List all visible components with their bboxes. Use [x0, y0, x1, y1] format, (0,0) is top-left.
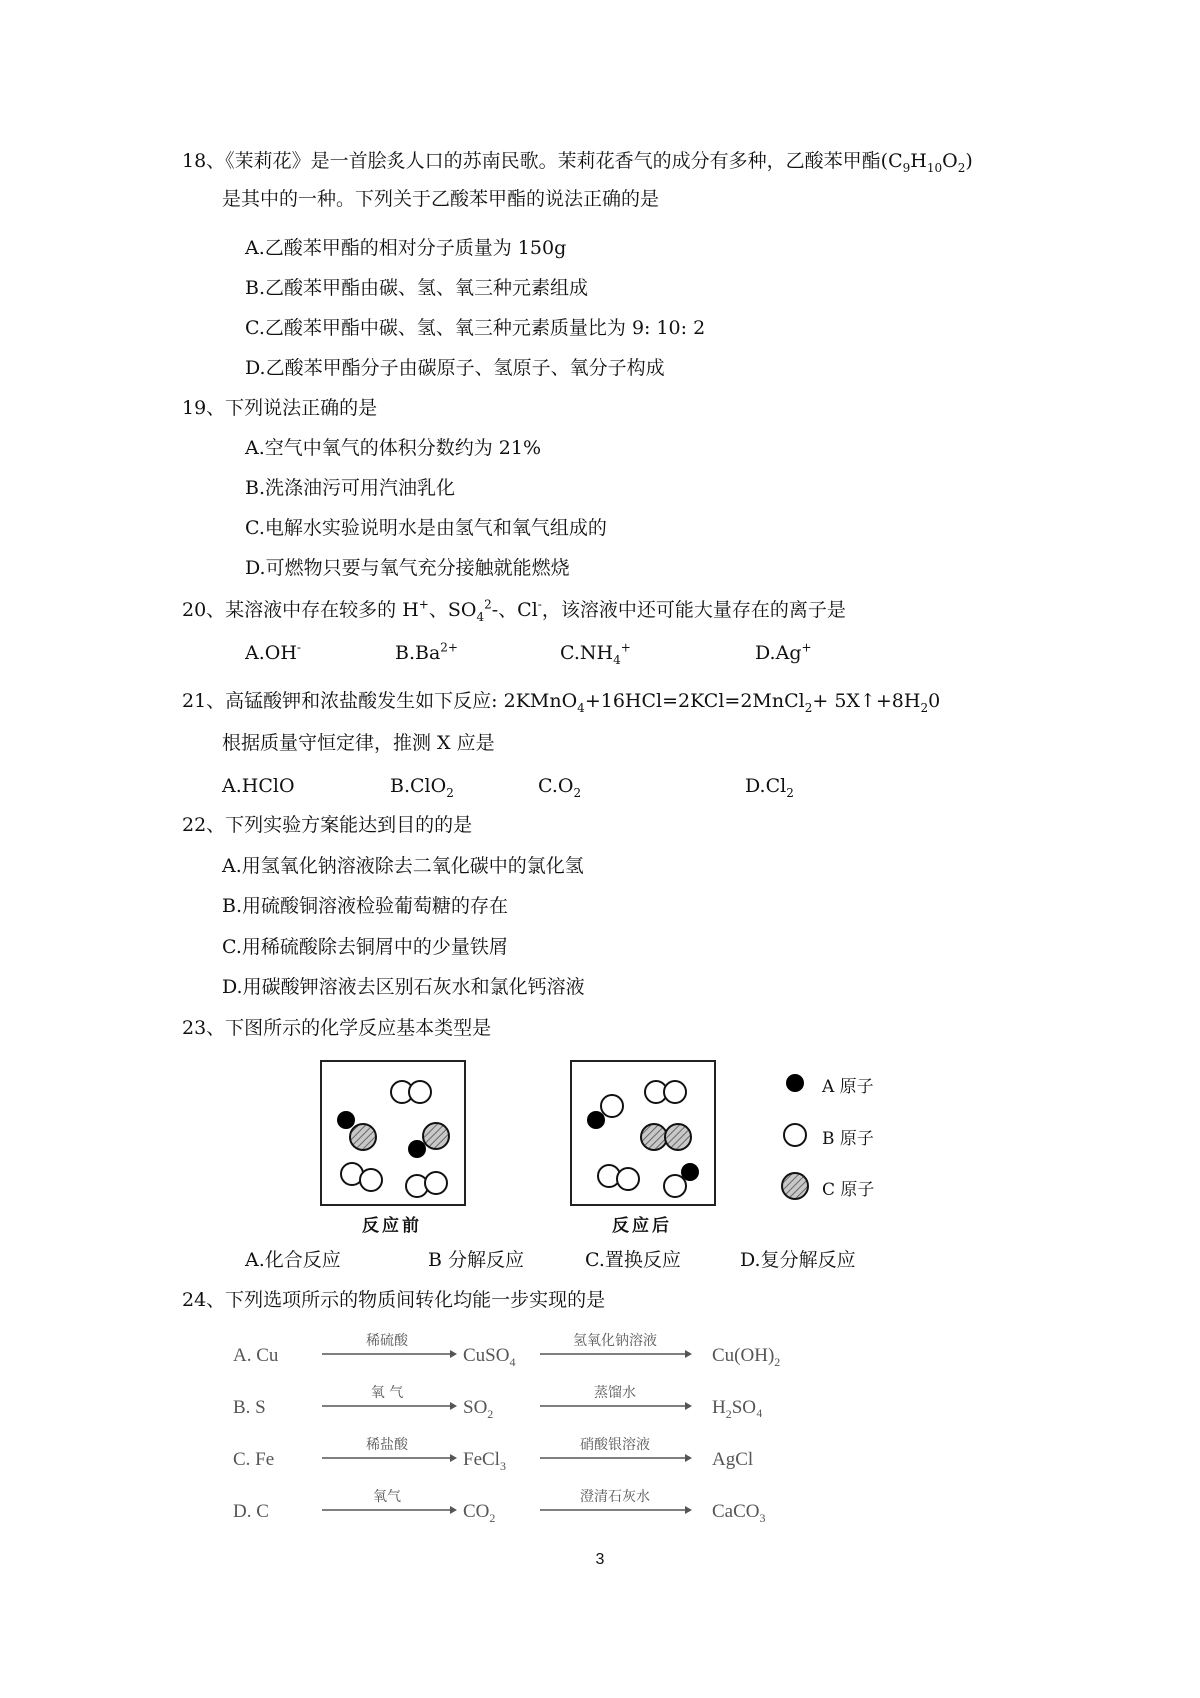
q18-stem-line1: 18、《茉莉花》是一首脍炙人口的苏南民歌。茉莉花香气的成分有多种，乙酸苯甲酯$(C_9H_{10}O_2)$	[182, 150, 973, 175]
diagram-before-box	[320, 1060, 466, 1206]
arrow-icon	[540, 1348, 692, 1360]
q18-stem-line2: 是其中的一种。下列关于乙酸苯甲酯的说法正确的是	[222, 188, 660, 210]
legend-a-label: A 原子	[822, 1077, 874, 1097]
q21-stem-line2: 根据质量守恒定律，推测 X 应是	[222, 732, 495, 754]
b-atom	[360, 1169, 382, 1191]
q19-option-b: B.洗涤油污可用汽油乳化	[245, 477, 456, 499]
after-caption: 反应后	[612, 1216, 672, 1236]
legend-b-label: B 原子	[822, 1129, 874, 1149]
q19-option-c: C.电解水实验说明水是由氢气和氧气组成的	[245, 517, 607, 539]
c-atom	[423, 1123, 449, 1149]
q21-option-a: A.HClO	[222, 775, 295, 797]
row-end: $Cu(OH)_2$	[712, 1345, 781, 1369]
q23-option-c: C.置换反应	[585, 1249, 681, 1271]
q24-stem: 24、下列选项所示的物质间转化均能一步实现的是	[182, 1289, 606, 1311]
reagent-2: 澄清石灰水	[580, 1489, 650, 1505]
q22-option-b: B.用硫酸铜溶液检验葡萄糖的存在	[222, 895, 509, 917]
q23-option-b: B 分解反应	[428, 1249, 525, 1271]
c-atom	[665, 1124, 691, 1150]
reagent-2: 硝酸银溶液	[580, 1437, 650, 1453]
page-number: 3	[595, 1551, 605, 1568]
arrow-icon	[322, 1504, 457, 1516]
q21-stem: 21、高锰酸钾和浓盐酸发生如下反应: 2KMnO$_4$+16HCl=2KCl=2MnCl$_2$+ $5X↑+8H_20$	[182, 690, 941, 715]
arrow-icon	[322, 1400, 457, 1412]
before-molecules	[322, 1062, 464, 1204]
q23-option-d: D.复分解反应	[740, 1249, 856, 1271]
row-mid: $CO_2$	[463, 1501, 496, 1525]
reagent-1: 稀硫酸	[366, 1333, 408, 1349]
q23-option-a: A.化合反应	[245, 1249, 341, 1271]
q19-option-d: D.可燃物只要与氧气充分接触就能燃烧	[245, 557, 570, 579]
q22-stem: 22、下列实验方案能达到目的的是	[182, 814, 473, 836]
a-atom	[587, 1111, 605, 1129]
q21-option-b: B.ClO$_2$	[390, 775, 454, 800]
row-end: CaCO$_3$	[712, 1501, 766, 1525]
row-start: A. Cu	[233, 1345, 279, 1366]
legend-b-marker	[784, 1124, 806, 1146]
arrow-icon	[540, 1452, 692, 1464]
q20-option-b: $B.Ba^{2+}$	[395, 640, 458, 664]
after-molecules	[572, 1062, 714, 1204]
q20-option-a: A.OH-	[245, 640, 301, 664]
reagent-2: 氢氧化钠溶液	[573, 1333, 657, 1349]
q18-option-c: C.乙酸苯甲酯中碳、氢、氧三种元素质量比为 9: 10: 2	[245, 317, 706, 339]
b-atom	[664, 1175, 686, 1197]
row-mid: $SO_2$	[463, 1397, 494, 1421]
q21-option-d: $D.Cl_2$	[745, 775, 794, 800]
arrow-icon	[540, 1504, 692, 1516]
legend-a-marker	[786, 1074, 804, 1092]
q21-option-c: $C.O_2$	[538, 775, 582, 800]
q20-option-d: D.Ag+	[755, 640, 812, 664]
q22-option-c: C.用稀硫酸除去铜屑中的少量铁屑	[222, 936, 508, 958]
c-atom	[350, 1124, 376, 1150]
legend-markers	[780, 1065, 820, 1205]
a-atom	[408, 1140, 426, 1158]
reagent-1: 氧 气	[370, 1385, 404, 1401]
q18-option-d: D.乙酸苯甲酯分子由碳原子、氢原子、氧分子构成	[245, 357, 665, 379]
row-end: $H_2SO_4$	[712, 1397, 763, 1421]
b-atom	[664, 1081, 686, 1103]
q19-stem: 19、下列说法正确的是	[182, 397, 378, 419]
q22-option-d: D.用碳酸钾溶液去区别石灰水和氯化钙溶液	[222, 976, 585, 998]
b-atom	[425, 1172, 447, 1194]
q18-option-a: A.乙酸苯甲酯的相对分子质量为 150g	[245, 237, 567, 259]
q22-option-a: A.用氢氧化钠溶液除去二氧化碳中的氯化氢	[222, 855, 584, 877]
legend-c-label: C 原子	[822, 1180, 875, 1200]
q18-option-b: B.乙酸苯甲酯由碳、氢、氧三种元素组成	[245, 277, 589, 299]
arrow-icon	[322, 1452, 457, 1464]
row-mid: FeCl$_3$	[463, 1449, 506, 1473]
b-atom	[601, 1095, 623, 1117]
row-start: C. Fe	[233, 1449, 275, 1470]
b-atom	[409, 1081, 431, 1103]
reagent-1: 稀盐酸	[366, 1437, 408, 1453]
q19-option-a: A.空气中氧气的体积分数约为 21%	[245, 437, 542, 459]
row-mid: CuSO$_4$	[463, 1345, 516, 1369]
diagram-after-box	[570, 1060, 716, 1206]
a-atom	[681, 1163, 699, 1181]
q23-stem: 23、下图所示的化学反应基本类型是	[182, 1017, 492, 1039]
reagent-1: 氧气	[373, 1489, 401, 1505]
b-atom	[617, 1168, 639, 1190]
arrow-icon	[540, 1400, 692, 1412]
q20-stem: 20、某溶液中存在较多的 H+、$SO_4^2-$、Cl-，该溶液中还可能大量存在的离子是	[182, 597, 846, 624]
row-start: D. C	[233, 1501, 269, 1522]
q20-option-c: $C.NH_4^+$	[560, 640, 631, 667]
c-atom	[641, 1124, 667, 1150]
row-start: B. S	[233, 1397, 266, 1418]
arrow-icon	[322, 1348, 457, 1360]
a-atom	[337, 1111, 355, 1129]
legend-c-marker	[782, 1173, 808, 1199]
before-caption: 反应前	[362, 1216, 422, 1236]
reagent-2: 蒸馏水	[594, 1385, 636, 1401]
row-end: AgCl	[712, 1449, 754, 1470]
